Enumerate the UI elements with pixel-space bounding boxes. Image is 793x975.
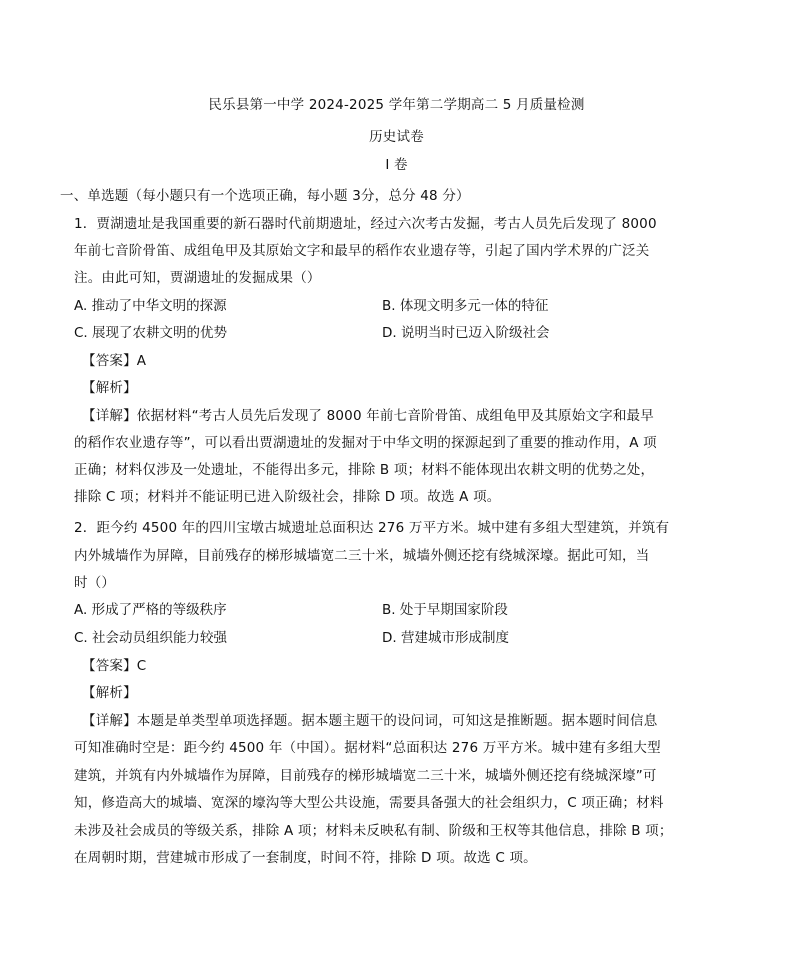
q2-detail-line-4: 知，修造高大的城墙、宽深的壕沟等大型公共设施，需要具备强大的社会组织力，C 项正确；材料 (74, 795, 664, 811)
volume-label: I 卷 (385, 157, 408, 173)
q2-detail-line-1: 【详解】本题是单类型单项选择题。据本题主题干的设问词，可知这是推断题。据本题时间信息 (82, 713, 658, 729)
q2-option-b: B. 处于早期国家阶段 (382, 602, 508, 618)
q1-analysis-label: 【解析】 (82, 380, 137, 396)
q2-detail-line-5: 未涉及社会成员的等级关系，排除 A 项；材料未反映私有制、阶级和王权等其他信息，排除 B 项； (74, 823, 673, 839)
q2-detail-line-2: 可知准确时空是：距今约 4500 年（中国）。据材料“总面积达 276 万平方米。城中建有多组大型 (74, 740, 661, 756)
q1-detail-line-1: 【详解】依据材料“考古人员先后发现了 8000 年前七音阶骨笛、成组龟甲及其原始文字和最早 (82, 408, 654, 424)
exam-title: 民乐县第一中学 2024-2025 学年第二学期高二 5 月质量检测 (208, 97, 585, 113)
q1-detail-line-3: 正确；材料仅涉及一处遗址，不能得出多元，排除 B 项；材料不能体现出农耕文明的优势之处， (74, 462, 655, 478)
q2-stem-line-1: 2．距今约 4500 年的四川宝墩古城遗址总面积达 276 万平方米。城中建有多组大型建筑，并筑有 (74, 520, 670, 536)
q2-detail-line-6: 在周朝时期，营建城市形成了一套制度，时间不符，排除 D 项。故选 C 项。 (74, 850, 537, 866)
q1-answer: 【答案】A (82, 353, 147, 369)
q2-option-d: D. 营建城市形成制度 (382, 630, 509, 646)
exam-subtitle: 历史试卷 (369, 129, 424, 145)
q1-option-b: B. 体现文明多元一体的特征 (382, 298, 549, 314)
q1-stem-line-3: 注。由此可知，贾湖遗址的发掘成果（） (74, 270, 321, 286)
q2-option-c: C. 社会动员组织能力较强 (74, 630, 228, 646)
q2-stem-line-3: 时（） (74, 575, 116, 591)
q2-option-a: A. 形成了严格的等级秩序 (74, 602, 227, 618)
q2-detail-line-3: 建筑，并筑有内外城墙作为屏障，目前残存的梯形城墙宽二三十米，城墙外侧还挖有绕城深壕”可 (74, 768, 657, 784)
q2-answer: 【答案】C (82, 658, 147, 674)
q1-option-a: A. 推动了中华文明的探源 (74, 298, 227, 314)
q1-stem-line-2: 年前七音阶骨笛、成组龟甲及其原始文字和最早的稻作农业遗存等，引起了国内学术界的广泛关 (74, 243, 650, 259)
section-heading: 一、单选题（每小题只有一个选项正确，每小题 3分，总分 48 分） (60, 188, 470, 204)
q2-analysis-label: 【解析】 (82, 685, 137, 701)
q2-stem-line-2: 内外城墙作为屏障，目前残存的梯形城墙宽二三十米，城墙外侧还挖有绕城深壕。据此可知，当 (74, 548, 650, 564)
q1-stem-line-1: 1．贾湖遗址是我国重要的新石器时代前期遗址，经过六次考古发掘，考古人员先后发现了 8000 (74, 216, 657, 232)
q1-detail-line-4: 排除 C 项；材料并不能证明已进入阶级社会，排除 D 项。故选 A 项。 (74, 489, 501, 505)
q1-detail-line-2: 的稻作农业遗存等”，可以看出贾湖遗址的发掘对于中华文明的探源起到了重要的推动作用，A 项 (74, 435, 657, 451)
q1-option-c: C. 展现了农耕文明的优势 (74, 325, 228, 341)
q1-option-d: D. 说明当时已迈入阶级社会 (382, 325, 550, 341)
